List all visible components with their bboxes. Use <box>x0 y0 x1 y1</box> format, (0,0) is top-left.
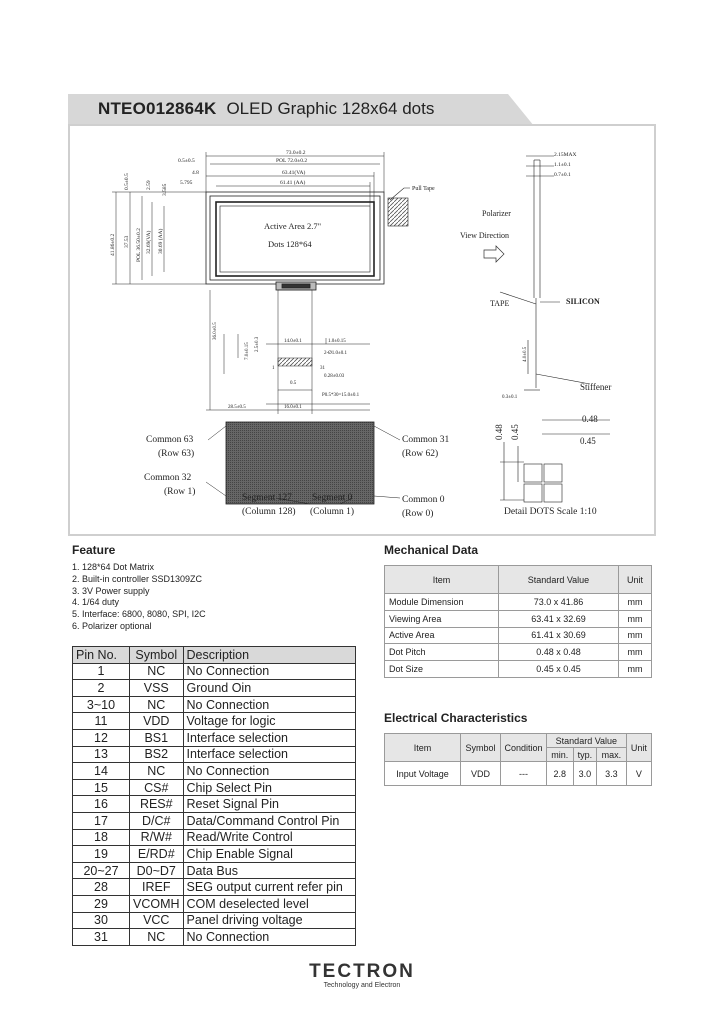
dim-aa-width: 61.41 (AA) <box>280 180 306 186</box>
pin-symbol: RES# <box>130 796 184 813</box>
pin-number: 20~27 <box>73 862 130 879</box>
tape-label: TAPE <box>490 299 510 308</box>
mech-value-header: Standard Value <box>499 566 619 594</box>
pin-description: Interface selection <box>183 746 355 763</box>
drawing-svg <box>70 126 654 534</box>
dots-label: Dots 128*64 <box>268 239 312 249</box>
table-row <box>73 696 356 713</box>
pin-symbol: VSS <box>130 680 184 697</box>
detail-dim-2: 0.45 <box>510 424 520 440</box>
active-area-label: Active Area 2.7" <box>264 221 322 231</box>
table-row <box>385 594 652 611</box>
feature-item: 3. 3V Power supply <box>72 585 150 596</box>
dim-fpc-length: 36.0±0.5 <box>213 322 218 340</box>
common32-label: Common 32 <box>144 473 192 483</box>
dim-fpc-g: 0.5 <box>290 381 297 386</box>
pin-description: SEG output current refer pin <box>183 879 355 896</box>
mech-value: 61.41 x 30.69 <box>499 627 619 644</box>
table-row <box>385 644 652 661</box>
electrical-title: Electrical Characteristics <box>384 711 528 725</box>
pin-number: 2 <box>73 680 130 697</box>
common32-row: (Row 1) <box>164 487 196 497</box>
logo-tagline: Technology and Electron <box>323 982 401 989</box>
elec-max-header: max. <box>597 748 627 762</box>
pin-description: Ground Oin <box>183 680 355 697</box>
feature-item: 6. Polarizer optional <box>72 620 152 631</box>
table-row <box>73 729 356 746</box>
pin-number: 28 <box>73 879 130 896</box>
pin-number: 31 <box>73 929 130 946</box>
product-description: OLED Graphic 128x64 dots <box>226 99 435 118</box>
table-row <box>73 746 356 763</box>
dim-left-3: 3.585 <box>162 183 168 196</box>
dim-fpc-f: 0.28±0.03 <box>324 374 345 379</box>
feature-item: 5. Interface: 6800, 8080, SPI, I2C <box>72 609 206 620</box>
dim-left-1: 0.5±0.5 <box>124 173 130 190</box>
mech-value: 0.48 x 0.48 <box>499 644 619 661</box>
pin-description: Chip Select Pin <box>183 779 355 796</box>
dim-fpc-pin31: 31 <box>320 366 325 371</box>
feature-list <box>72 562 206 633</box>
pin-number: 17 <box>73 812 130 829</box>
pin-symbol: CS# <box>130 779 184 796</box>
mech-unit: mm <box>619 610 652 627</box>
pin-symbol: IREF <box>130 879 184 896</box>
side-dim-3: 0.7±0.1 <box>554 172 571 178</box>
pin-description: No Connection <box>183 763 355 780</box>
feature-item: 4. 1/64 duty <box>72 597 120 608</box>
dim-pol-width: POL 72.0±0.2 <box>276 158 308 164</box>
elec-min: 2.8 <box>547 762 574 786</box>
common63-row: (Row 63) <box>158 449 195 459</box>
part-number: NTEO012864K <box>98 99 217 118</box>
pin-number: 18 <box>73 829 130 846</box>
side-dim-1: 2.15MAX <box>554 152 577 158</box>
pin-symbol: NC <box>130 929 184 946</box>
pin-number: 11 <box>73 713 130 730</box>
elec-condition-header: Condition <box>501 734 547 762</box>
pin-description: Voltage for logic <box>183 713 355 730</box>
mech-item-header: Item <box>385 566 499 594</box>
pin-symbol: VCOMH <box>130 895 184 912</box>
mech-item: Dot Pitch <box>385 644 499 661</box>
elec-condition: --- <box>501 762 547 786</box>
pull-tape <box>388 198 408 226</box>
pin-symbol: VCC <box>130 912 184 929</box>
pin-number: 3~10 <box>73 696 130 713</box>
pin-symbol: D/C# <box>130 812 184 829</box>
dim-va-offset: 4.8 <box>192 170 199 176</box>
feature-item: 2. Built-in controller SSD1309ZC <box>72 573 203 584</box>
table-row <box>385 627 652 644</box>
pin-number: 13 <box>73 746 130 763</box>
elec-unit-header: Unit <box>626 734 651 762</box>
dim-fpc-d: 1.0±0.15 <box>328 339 346 344</box>
view-direction-label: View Direction <box>460 231 510 240</box>
pin-description: No Connection <box>183 663 355 680</box>
dim-left-2: 2.59 <box>146 180 152 190</box>
table-row <box>73 879 356 896</box>
pin-number: 19 <box>73 846 130 863</box>
silicon-label: SILICON <box>566 297 600 306</box>
elec-symbol: VDD <box>461 762 501 786</box>
pin-number: 15 <box>73 779 130 796</box>
mechanical-title: Mechanical Data <box>384 543 479 557</box>
dim-aa-height: 30.69 (AA) <box>158 228 164 254</box>
page-title <box>98 99 434 119</box>
mech-item: Module Dimension <box>385 594 499 611</box>
elec-unit: V <box>626 762 651 786</box>
dim-fpc-e: 2-Ø1.0±0.1 <box>324 351 348 356</box>
mechanical-drawing <box>68 124 656 536</box>
common63-label: Common 63 <box>146 435 194 445</box>
pin-number: 29 <box>73 895 130 912</box>
table-row <box>73 763 356 780</box>
segment0-col: (Column 1) <box>310 507 355 517</box>
dim-fpc-a: 7.0±0.15 <box>245 342 250 360</box>
pin-description: COM deselected level <box>183 895 355 912</box>
pin-number: 16 <box>73 796 130 813</box>
mechanical-table <box>384 565 652 678</box>
pin-description: Interface selection <box>183 729 355 746</box>
detail-dim-4: 0.45 <box>580 436 596 446</box>
table-row <box>385 661 652 678</box>
pin-number: 12 <box>73 729 130 746</box>
logo-brand: TECTRON <box>309 961 415 982</box>
dim-aa-offset: 5.795 <box>180 180 193 186</box>
pin-description: No Connection <box>183 929 355 946</box>
pin-col-header: Pin No. <box>73 647 130 664</box>
mech-unit: mm <box>619 594 652 611</box>
pin-symbol: R/W# <box>130 829 184 846</box>
table-row <box>73 895 356 912</box>
elec-item: Input Voltage <box>385 762 461 786</box>
view-direction-arrow-icon <box>484 246 504 262</box>
dim-fpc-pitch: P0.5*30=15.0±0.1 <box>322 393 360 398</box>
pin-symbol: VDD <box>130 713 184 730</box>
pin-description: Data/Command Control Pin <box>183 812 355 829</box>
side-view <box>500 156 590 390</box>
dim-fpc-c: 14.0±0.1 <box>284 339 302 344</box>
table-row <box>73 846 356 863</box>
table-row <box>73 812 356 829</box>
symbol-col-header: Symbol <box>130 647 184 664</box>
detail-dim-1: 0.48 <box>494 424 504 440</box>
feature-title: Feature <box>72 543 116 557</box>
common31-label: Common 31 <box>402 435 450 445</box>
pin-number: 1 <box>73 663 130 680</box>
pin-table <box>72 646 356 946</box>
mech-unit: mm <box>619 661 652 678</box>
pin-symbol: BS1 <box>130 729 184 746</box>
common0-label: Common 0 <box>402 495 445 505</box>
table-row <box>73 680 356 697</box>
pin-symbol: D0~D7 <box>130 862 184 879</box>
dim-height: 41.86±0.2 <box>110 233 116 256</box>
table-row <box>73 912 356 929</box>
table-row <box>385 610 652 627</box>
table-row <box>73 796 356 813</box>
dim-fpc-h: 28.5±0.5 <box>228 405 246 410</box>
mech-item: Dot Size <box>385 661 499 678</box>
pin-symbol: NC <box>130 696 184 713</box>
pin-description: No Connection <box>183 696 355 713</box>
mech-value: 63.41 x 32.69 <box>499 610 619 627</box>
pull-tape-label: Pull Tape <box>412 186 435 192</box>
mech-unit: mm <box>619 644 652 661</box>
feature-item: 1. 128*64 Dot Matrix <box>72 562 155 572</box>
mech-value: 73.0 x 41.86 <box>499 594 619 611</box>
dim-pol-offset: 0.5±0.5 <box>178 158 195 164</box>
common0-row: (Row 0) <box>402 509 434 519</box>
polarizer-label: Polarizer <box>482 209 511 218</box>
description-col-header: Description <box>183 647 355 664</box>
detail-label: Detail DOTS Scale 1:10 <box>504 507 597 517</box>
tectron-logo <box>298 962 426 989</box>
dim-va-height: 32.69(VA) <box>146 230 152 254</box>
stiffener-label: Stiffener <box>580 382 612 392</box>
common31-row: (Row 62) <box>402 449 439 459</box>
mech-item: Active Area <box>385 627 499 644</box>
pin-symbol: NC <box>130 663 184 680</box>
pin-symbol: BS2 <box>130 746 184 763</box>
mech-item: Viewing Area <box>385 610 499 627</box>
dim-va-width: 63.41(VA) <box>282 170 306 176</box>
elec-symbol-header: Symbol <box>461 734 501 762</box>
elec-min-header: min. <box>547 748 574 762</box>
dim-fpc-i: 16.0±0.1 <box>284 405 302 410</box>
elec-standard-header: Standard Value <box>547 734 627 748</box>
dim-pol-height: POL 36.50±0.2 <box>136 228 142 262</box>
table-row <box>73 663 356 680</box>
segment127-col: (Column 128) <box>242 507 296 517</box>
segment127-label: Segment 127 <box>242 493 292 503</box>
dim-width: 73.0±0.2 <box>286 150 306 156</box>
dim-fpc-pin1: 1 <box>272 366 275 371</box>
pin-number: 14 <box>73 763 130 780</box>
table-row <box>73 779 356 796</box>
side-dim-4: 4.0±0.5 <box>523 346 528 362</box>
mech-unit: mm <box>619 627 652 644</box>
table-row <box>73 862 356 879</box>
detail-dim-3: 0.48 <box>582 414 598 424</box>
elec-item-header: Item <box>385 734 461 762</box>
dot-matrix <box>226 422 374 504</box>
pin-description: Chip Enable Signal <box>183 846 355 863</box>
pin-description: Data Bus <box>183 862 355 879</box>
elec-typ-header: typ. <box>573 748 597 762</box>
side-dim-5: 0.3±0.1 <box>502 395 518 400</box>
mech-unit-header: Unit <box>619 566 652 594</box>
dim-fpc-b: 2.5±0.3 <box>255 336 260 352</box>
segment0-label: Segment 0 <box>312 493 353 503</box>
elec-typ: 3.0 <box>573 762 597 786</box>
pin-description: Reset Signal Pin <box>183 796 355 813</box>
pin-number: 30 <box>73 912 130 929</box>
elec-max: 3.3 <box>597 762 627 786</box>
table-row <box>73 929 356 946</box>
pin-description: Read/Write Control <box>183 829 355 846</box>
dim-height-2: 37.53 <box>124 235 130 248</box>
pin-symbol: NC <box>130 763 184 780</box>
side-dim-2: 1.1±0.1 <box>554 162 571 168</box>
pin-symbol: E/RD# <box>130 846 184 863</box>
electrical-table <box>384 733 652 786</box>
table-row <box>73 829 356 846</box>
mech-value: 0.45 x 0.45 <box>499 661 619 678</box>
table-row <box>73 713 356 730</box>
pin-description: Panel driving voltage <box>183 912 355 929</box>
